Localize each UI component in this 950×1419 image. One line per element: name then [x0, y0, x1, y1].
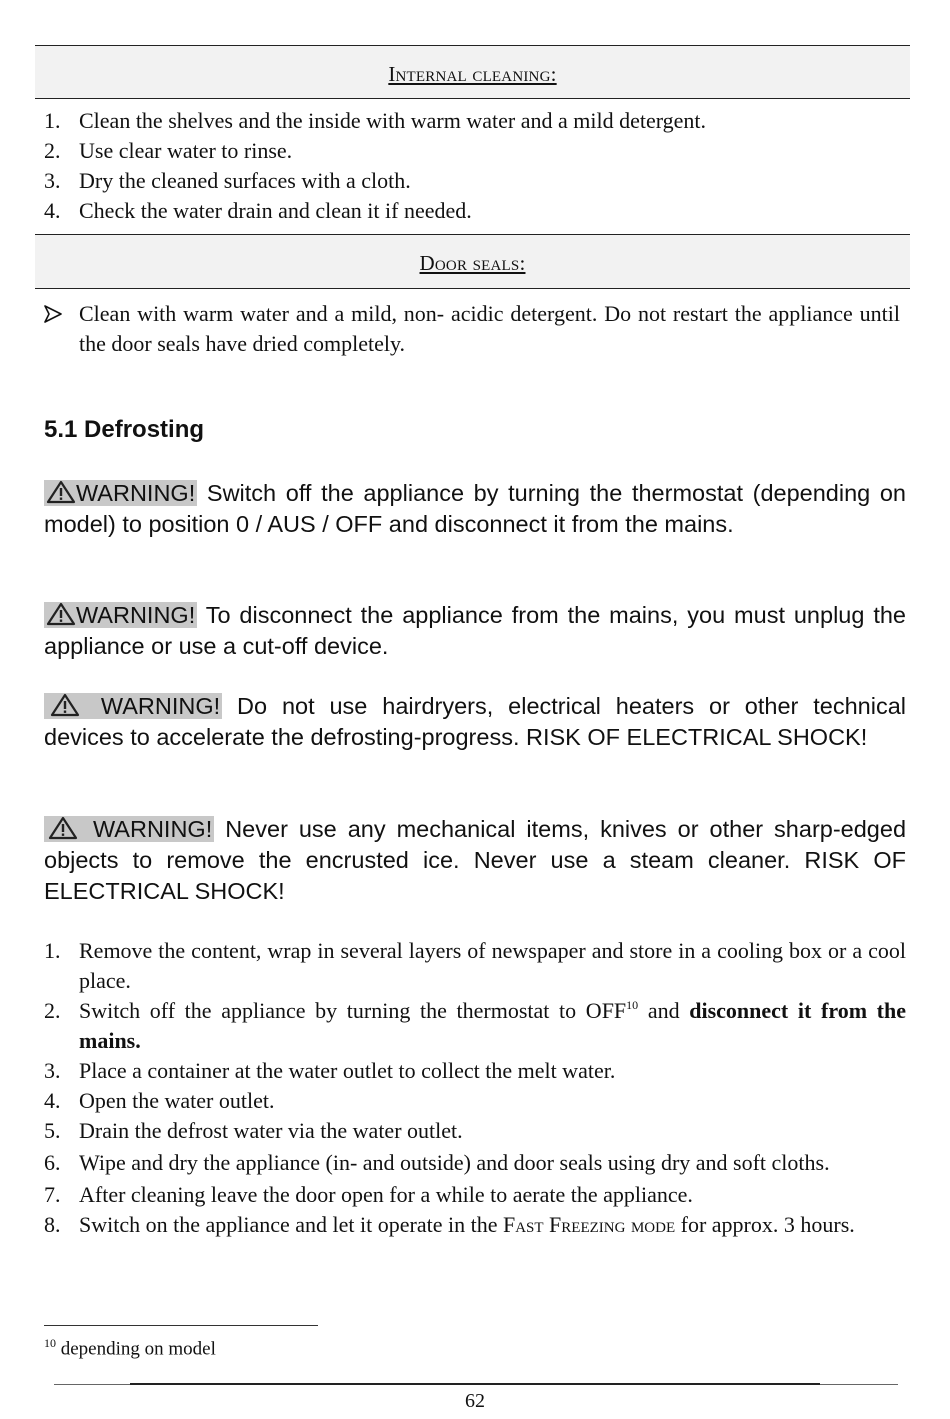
list-item: 3. Place a container at the water outlet to collect the melt water. [44, 1058, 616, 1083]
footnote: $^{10}$ depending on model [44, 1336, 216, 1360]
list-item: 1. Remove the content, wrap in several layers of newspaper and store in a cooling box or a cool place. [44, 938, 906, 993]
warning-triangle-icon [46, 602, 76, 628]
warning-triangle-icon [46, 480, 76, 506]
warning-triangle-icon [46, 816, 82, 842]
list-item: 2. Use clear water to rinse. [44, 138, 293, 163]
door-seals-header [35, 234, 910, 289]
warning-4: WARNING! Never use any mechanical items, knives or other sharp-edged objects to remove the encrusted ice. Never use a steam cleaner. RISK OF ELECTRICAL SHOCK! [44, 816, 907, 904]
warning-2: WARNING! To disconnect the appliance from the mains, you must unplug the appliance or use a cut-off device. [44, 602, 906, 659]
page-number: 62 [465, 1390, 485, 1412]
door-seals-bullet: Clean with warm water and a mild, non- acidic detergent. Do not restart the appliance until the door seals have dried completely. [44, 299, 900, 359]
list-item: 1. Clean the shelves and the inside with warm water and a mild detergent. [44, 108, 707, 133]
list-item: 3. Dry the cleaned surfaces with a cloth. [44, 168, 411, 193]
list-item: 7. After cleaning leave the door open for a while to aerate the appliance. [44, 1182, 693, 1207]
section-title: 5.1 Defrosting [44, 416, 205, 443]
list-item: 5. Drain the defrost water via the water outlet. [44, 1118, 463, 1143]
internal-cleaning-heading: Internal cleaning: [388, 62, 557, 86]
warning-1: WARNING! Switch off the appliance by turning the thermostat (depending on model) to position 0 / AUS / OFF and disconnect it from the mains. [44, 480, 907, 537]
door-seals-heading: Door seals: [419, 251, 526, 275]
warning-tag: WARNING! [44, 816, 214, 842]
warning-tag: WARNING! [44, 602, 197, 628]
list-item: 8. Switch on the appliance and let it operate in the Fast Freezing mode for approx. 3 hours. [44, 1212, 855, 1237]
list-item: 4. Open the water outlet. [44, 1088, 275, 1113]
footnote-divider [44, 1325, 318, 1326]
footnote-reference: 10 [626, 998, 639, 1012]
list-item: 6. Wipe and dry the appliance (in- and outside) and door seals using dry and soft cloths. [44, 1150, 830, 1175]
warning-3: WARNING! Do not use hairdryers, electrical heaters or other technical devices to accelerate the defrosting-progress. RISK OF ELECTRICAL SHOCK! [44, 693, 907, 750]
arrow-bullet-icon [44, 299, 62, 331]
warning-tag: WARNING! [44, 480, 197, 506]
warning-tag: WARNING! [44, 693, 222, 719]
defrosting-steps [44, 936, 906, 1240]
footer-divider-accent [130, 1383, 820, 1385]
list-item: 4. Check the water drain and clean it if needed. [44, 198, 472, 223]
internal-cleaning-header [35, 45, 910, 99]
internal-cleaning-list [44, 106, 906, 226]
warning-triangle-icon [46, 693, 86, 719]
list-item: 2. Switch off the appliance by turning the thermostat to OFF$^{10}$ and disconnect it from the mains. [44, 998, 906, 1053]
